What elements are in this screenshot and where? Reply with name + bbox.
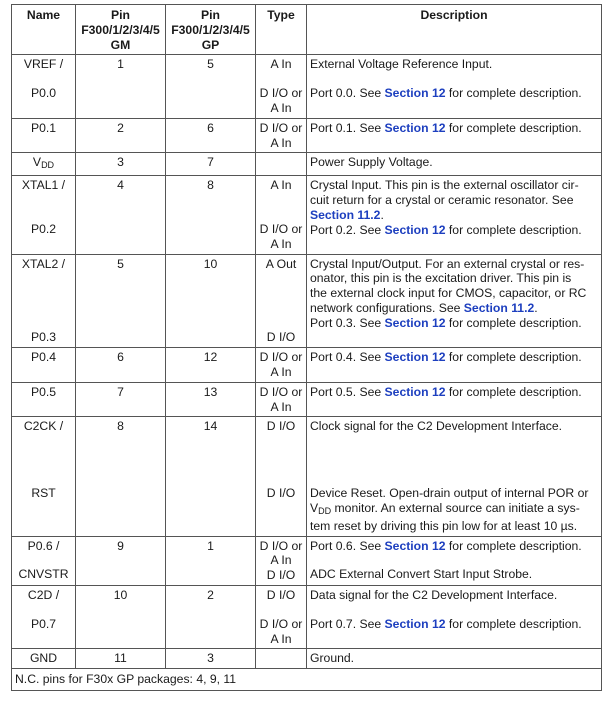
pin-type: D I/O or [259, 384, 303, 399]
table-footnote-row [12, 669, 602, 691]
pin-description: Section 11.2. [310, 207, 384, 222]
pin-gm: 5 [117, 256, 124, 271]
pin-name: GND [29, 651, 58, 666]
pin-name: C2CK / [23, 419, 64, 434]
pin-gp: 7 [207, 155, 214, 170]
pin-gp: 8 [207, 178, 214, 193]
header-description: Description [307, 5, 602, 55]
pin-type: A In [270, 631, 292, 646]
section-12-link[interactable]: Section 12 [384, 86, 446, 101]
pin-description: $V_{DD}$ monitor. An external source can initiate a sys- [310, 500, 580, 516]
pin-type: A In [270, 178, 292, 193]
header-pin-gp: Pin F300/1/2/3/4/5 GP [166, 5, 256, 55]
section-12-link[interactable]: Section 12 [384, 384, 446, 399]
section-12-link[interactable]: Section 12 [384, 120, 446, 135]
pin-description: network configurations. See Section 11.2. [310, 300, 538, 315]
table-row [12, 382, 602, 417]
pin-type: A In [270, 135, 292, 150]
pin-name: XTAL2 / [21, 256, 66, 271]
pin-description: Crystal Input. This pin is the external oscillator cir- [310, 178, 579, 193]
pin-type: D I/O or [259, 616, 303, 631]
pin-description: Clock signal for the C2 Development Interface. [310, 419, 562, 434]
pin-name: RST [31, 486, 56, 501]
pin-description: Port 0.3. See Section 12 for complete description. [310, 315, 582, 330]
table-row [12, 176, 602, 254]
pin-gp: 14 [203, 419, 218, 434]
pin-type: D I/O [266, 587, 296, 602]
pin-description: Ground. [310, 651, 355, 666]
pin-name: P0.6 / [27, 538, 60, 553]
pin-name: P0.7 [30, 616, 57, 631]
pin-type: A In [270, 100, 292, 115]
pin-gm: 10 [113, 587, 128, 602]
pin-type: D I/O or [259, 538, 303, 553]
pin-gp: 3 [207, 651, 214, 666]
pin-gm: 3 [117, 155, 124, 170]
table-row [12, 55, 602, 118]
section-12-link[interactable]: Section 12 [384, 315, 446, 330]
pin-description: Port 0.7. See Section 12 for complete description. [310, 616, 582, 631]
pin-name: XTAL1 / [21, 178, 66, 193]
pin-name: P0.2 [30, 221, 57, 236]
pin-type: A Out [265, 256, 297, 271]
pin-description: the external clock input for CMOS, capacitor, or RC [310, 286, 587, 301]
pin-description: Device Reset. Open-drain output of internal POR or [310, 486, 589, 501]
table-row [12, 118, 602, 153]
pin-type: A In [270, 399, 292, 414]
pin-name: P0.4 [30, 350, 57, 365]
pin-description: Port 0.2. See Section 12 for complete description. [310, 222, 582, 237]
table-row [12, 536, 602, 585]
pin-gp: 12 [203, 350, 218, 365]
pin-type: D I/O [266, 486, 296, 501]
pin-gm: 1 [117, 57, 124, 72]
pin-name: P0.1 [30, 120, 57, 135]
pin-gm: 9 [117, 538, 124, 553]
pin-type: A In [270, 364, 292, 379]
pin-definitions-table [11, 4, 602, 691]
table-row [12, 649, 602, 669]
pin-description: Data signal for the C2 Development Interface. [310, 587, 558, 602]
table-row [12, 254, 602, 348]
section-12-link[interactable]: Section 12 [384, 222, 446, 237]
section-11-2-link[interactable]: Section 11.2 [463, 300, 535, 315]
pin-type: D I/O or [259, 86, 303, 101]
pin-type: D I/O or [259, 350, 303, 365]
pin-gm: 7 [117, 384, 124, 399]
header-name: Name [12, 5, 76, 55]
pin-type: D I/O or [259, 221, 303, 236]
section-12-link[interactable]: Section 12 [384, 350, 446, 365]
header-type: Type [256, 5, 307, 55]
pin-name: $V_{DD}$ [32, 155, 55, 171]
pin-name: P0.0 [30, 86, 57, 101]
pin-gm: 2 [117, 120, 124, 135]
pin-name: VREF / [23, 57, 64, 72]
pin-description: Port 0.0. See Section 12 for complete description. [310, 86, 582, 101]
pin-gp: 2 [207, 587, 214, 602]
pin-description: Port 0.5. See Section 12 for complete description. [310, 384, 582, 399]
pin-type: D I/O [266, 419, 296, 434]
pin-description: Crystal Input/Output. For an external crystal or res- [310, 256, 585, 271]
pin-gp: 1 [207, 538, 214, 553]
section-11-2-link[interactable]: Section 11.2 [310, 207, 381, 222]
pin-description: onator, this pin is the excitation driver. This pin is [310, 271, 572, 286]
table-footnote: N.C. pins for F30x GP packages: 4, 9, 11 [15, 672, 237, 687]
table-row [12, 153, 602, 176]
pin-type: A In [270, 57, 292, 72]
table-header-row [12, 5, 602, 55]
pin-gp: 6 [207, 120, 214, 135]
pin-description: Port 0.6. See Section 12 for complete description. [310, 538, 582, 553]
pin-description: cuit return for a crystal or ceramic resonator. See [310, 192, 574, 207]
section-12-link[interactable]: Section 12 [384, 538, 446, 553]
pin-type: A In [270, 236, 292, 251]
pin-description: External Voltage Reference Input. [310, 57, 493, 72]
pin-gp: 5 [207, 57, 214, 72]
pin-gp: 13 [203, 384, 218, 399]
pin-description: tem reset by driving this pin low for at least 10 µs. [310, 518, 578, 533]
pin-description: Power Supply Voltage. [310, 155, 433, 170]
pin-type: D I/O or [259, 120, 303, 135]
pin-description: ADC External Convert Start Input Strobe. [310, 567, 533, 582]
pin-description: Port 0.1. See Section 12 for complete description. [310, 120, 582, 135]
pin-type: D I/O [266, 568, 296, 583]
pin-gm: 4 [117, 178, 124, 193]
header-pin-gm: Pin F300/1/2/3/4/5 GM [76, 5, 166, 55]
pin-type: D I/O [266, 330, 296, 345]
pin-type: A In [270, 553, 292, 568]
table-row [12, 417, 602, 536]
table-row [12, 348, 602, 383]
pin-name: P0.3 [30, 330, 57, 345]
section-12-link[interactable]: Section 12 [384, 616, 446, 631]
pin-gm: 11 [114, 651, 127, 666]
pin-name: C2D / [27, 587, 60, 602]
pin-gm: 6 [117, 350, 124, 365]
table-row [12, 585, 602, 648]
pin-name: CNVSTR [18, 567, 69, 582]
pin-gp: 10 [203, 256, 218, 271]
pin-name: P0.5 [30, 384, 57, 399]
pin-gm: 8 [117, 419, 124, 434]
pin-description: Port 0.4. See Section 12 for complete description. [310, 350, 582, 365]
